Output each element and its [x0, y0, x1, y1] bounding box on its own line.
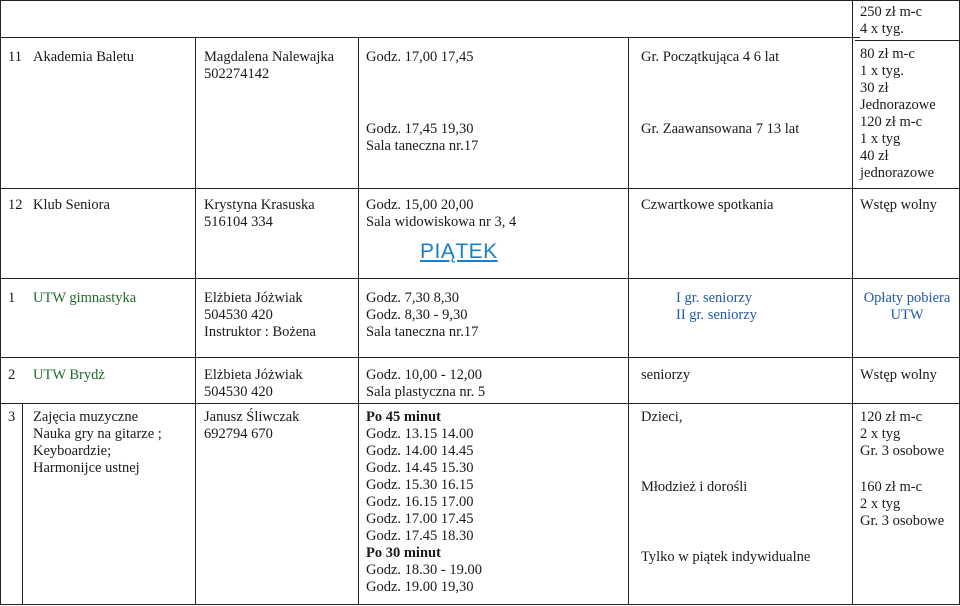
fee-line: 250 zł m-c: [860, 4, 923, 20]
contact-phone: 516104 334: [204, 214, 273, 230]
group-label: Gr. Początkująca 4 6 lat: [641, 49, 780, 65]
schedule-time: Godz. 14.45 15.30: [366, 460, 474, 476]
fee-line: 4 x tyg.: [860, 21, 904, 37]
activity-name: [33, 409, 162, 477]
fee-line: 1 x tyg: [860, 131, 901, 147]
schedule-time: Godz. 14.00 14.45: [366, 443, 474, 459]
fee-cell: [856, 290, 958, 324]
contact-cell: [204, 197, 315, 231]
schedule-cell: [366, 197, 516, 231]
schedule-time: Godz. 17.45 18.30: [366, 528, 474, 544]
group-label: II gr. seniorzy: [676, 307, 757, 323]
rule: [0, 403, 960, 404]
schedule-time: Godz. 19.00 19,30: [366, 579, 474, 595]
row-number: 2: [8, 367, 16, 383]
contact-phone: 504530 420: [204, 307, 273, 323]
rule: [0, 604, 960, 605]
contact-phone: 502274142: [204, 66, 270, 82]
fee-line: 1 x tyg.: [860, 63, 904, 79]
fee-label: Wstęp wolny: [860, 367, 937, 383]
contact-phone: 504530 420: [204, 384, 273, 400]
schedule-time: Godz. 17,45 19,30: [366, 121, 474, 137]
fee-cell: [860, 479, 944, 530]
group-label: seniorzy: [641, 367, 691, 383]
group-label: Gr. Zaawansowana 7 13 lat: [641, 121, 800, 137]
group-label: Dzieci,: [641, 409, 683, 425]
fee-line: Gr. 3 osobowe: [860, 443, 945, 459]
schedule-cell: [366, 367, 485, 401]
schedule-room: Sala taneczna nr.17: [366, 138, 479, 154]
row-number: 11: [8, 49, 22, 65]
rule: [0, 0, 960, 1]
rule: [628, 37, 629, 605]
fee-line: 120 zł m-c: [860, 409, 923, 425]
group-label: Czwartkowe spotkania: [641, 197, 774, 213]
schedule-cell: [366, 409, 482, 596]
schedule-room: Sala plastyczna nr. 5: [366, 384, 486, 400]
group-cell: [676, 290, 757, 324]
contact-instructor: Instruktor : Bożena: [204, 324, 316, 340]
schedule-time: Godz. 8,30 - 9,30: [366, 307, 468, 323]
rule: [852, 0, 853, 605]
activity-name: Akademia Baletu: [33, 49, 135, 65]
activity-line: Keyboardzie;: [33, 443, 112, 459]
group-label: Młodzież i dorośli: [641, 479, 748, 495]
fee-line: 30 zł: [860, 80, 889, 96]
row-number: 1: [8, 290, 16, 306]
fee-line: 40 zł: [860, 148, 889, 164]
contact-cell: [204, 290, 316, 341]
activity-name: UTW Brydż: [33, 367, 105, 383]
schedule-cell: [366, 290, 478, 341]
row-number: 3: [8, 409, 16, 425]
contact-cell: [204, 49, 334, 83]
rule: [0, 278, 960, 279]
fee-label: Wstęp wolny: [860, 197, 937, 213]
fee-cell-top: [860, 4, 922, 38]
schedule-time: Godz. 15.30 16.15: [366, 477, 474, 493]
rule: [0, 37, 860, 38]
contact-phone: 692794 670: [204, 426, 273, 442]
contact-name: Janusz Śliwczak: [204, 409, 300, 425]
schedule-room: Sala taneczna nr.17: [366, 324, 479, 340]
rule: [358, 37, 359, 605]
schedule-time: Godz. 13.15 14.00: [366, 426, 474, 442]
rule: [22, 404, 23, 605]
fee-line: 160 zł m-c: [860, 479, 923, 495]
activity-name: Klub Seniora: [33, 197, 110, 213]
schedule-time: Godz. 16.15 17.00: [366, 494, 474, 510]
fee-line: jednorazowe: [860, 165, 935, 181]
schedule-time: Godz. 18.30 - 19.00: [366, 562, 482, 578]
schedule-cell: [366, 121, 478, 155]
fee-cell: [860, 46, 936, 182]
fee-line: Jednorazowe: [860, 97, 936, 113]
contact-name: Magdalena Nalewajka: [204, 49, 335, 65]
contact-name: Elżbieta Jóżwiak: [204, 290, 303, 306]
activity-line: Harmonijce ustnej: [33, 460, 140, 476]
schedule-heading: Po 30 minut: [366, 545, 441, 561]
rule: [855, 40, 960, 41]
schedule-time: Godz. 15,00 20,00: [366, 197, 474, 213]
schedule-time: Godz. 17.00 17.45: [366, 511, 474, 527]
contact-name: Elżbieta Jóżwiak: [204, 367, 303, 383]
schedule-heading: Po 45 minut: [366, 409, 441, 425]
fee-line: 80 zł m-c: [860, 46, 915, 62]
fee-line: Gr. 3 osobowe: [860, 513, 945, 529]
fee-line: 2 x tyg: [860, 496, 901, 512]
day-heading: PIĄTEK: [420, 240, 498, 263]
contact-cell: [204, 409, 299, 443]
fee-line: Opłaty pobiera: [863, 290, 951, 306]
rule: [0, 357, 960, 358]
fee-cell: [860, 409, 944, 460]
fee-line: UTW: [890, 307, 924, 323]
contact-name: Krystyna Krasuska: [204, 197, 315, 213]
group-label: Tylko w piątek indywidualne: [641, 549, 811, 565]
rule: [195, 37, 196, 605]
activity-line: Zajęcia muzyczne: [33, 409, 139, 425]
schedule-time: Godz. 7,30 8,30: [366, 290, 460, 306]
rule: [0, 0, 1, 605]
fee-line: 120 zł m-c: [860, 114, 923, 130]
schedule-time: Godz. 17,00 17,45: [366, 49, 474, 65]
contact-cell: [204, 367, 303, 401]
row-number: 12: [8, 197, 23, 213]
fee-line: 2 x tyg: [860, 426, 901, 442]
schedule-room: Sala widowiskowa nr 3, 4: [366, 214, 517, 230]
group-label: I gr. seniorzy: [676, 290, 753, 306]
activity-line: Nauka gry na gitarze ;: [33, 426, 162, 442]
activity-name: UTW gimnastyka: [33, 290, 137, 306]
schedule-time: Godz. 10,00 - 12,00: [366, 367, 482, 383]
rule: [0, 188, 960, 189]
